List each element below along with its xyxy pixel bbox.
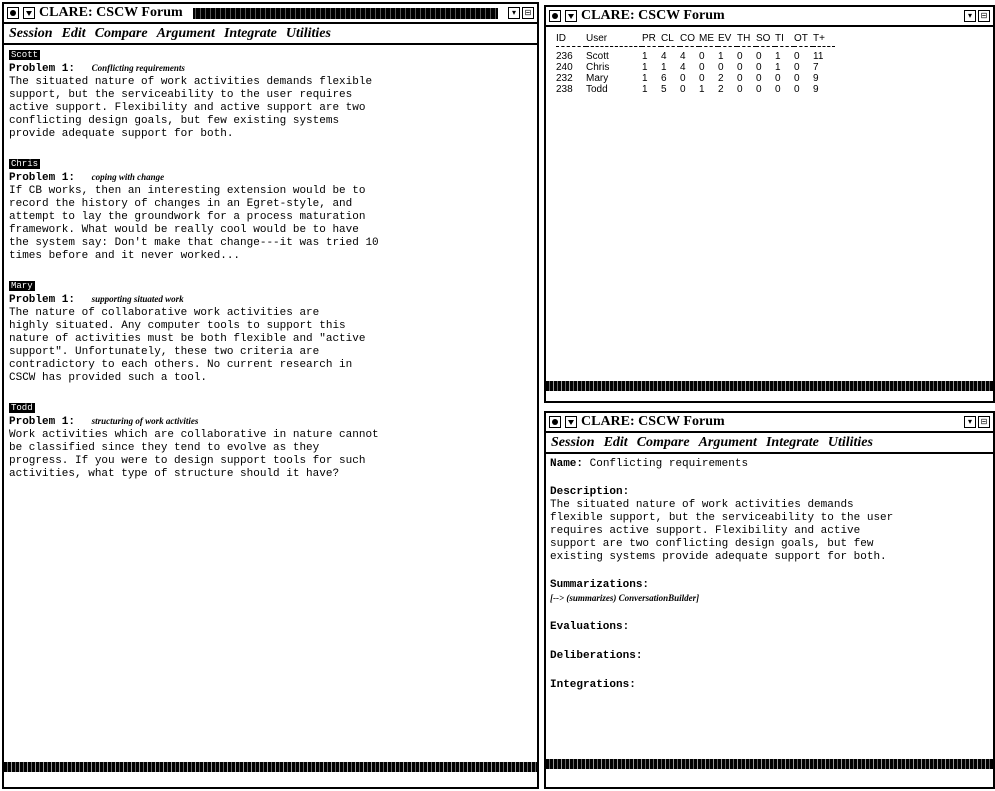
col-ot: OT [794, 33, 813, 47]
menu-argument[interactable]: Argument [698, 434, 757, 450]
cell-value: 0 [794, 84, 800, 95]
col-ti: TI [775, 33, 794, 47]
problem-entry[interactable] [9, 49, 532, 141]
col-ev: EV [718, 33, 737, 47]
cell-user: Mary [586, 73, 609, 84]
title-bar-stripe [193, 8, 498, 19]
cell-total: 9 [813, 73, 819, 84]
problem-label: Problem 1: [9, 416, 76, 428]
col-total: T+ [813, 33, 835, 47]
cell-value: 1 [718, 51, 724, 62]
table-row[interactable] [556, 47, 835, 63]
menu-compare[interactable]: Compare [636, 434, 690, 450]
deliberations-label: Deliberations: [550, 650, 643, 662]
cell-id: 232 [556, 73, 573, 84]
menu-integrate[interactable]: Integrate [765, 434, 819, 450]
cell-total: 9 [813, 84, 819, 95]
table-row[interactable] [556, 84, 835, 95]
col-id: ID [556, 33, 586, 47]
cell-value: 0 [756, 73, 762, 84]
problem-entry[interactable] [9, 280, 532, 385]
detail-menu-bar [546, 433, 993, 454]
cell-user: Scott [586, 51, 609, 62]
name-section [550, 458, 989, 471]
deliberations-section [550, 650, 989, 663]
window-menu-icon[interactable] [565, 416, 577, 428]
left-menu-bar [4, 24, 537, 45]
cell-value: 4 [661, 51, 667, 62]
cell-id: 240 [556, 62, 573, 73]
problem-title[interactable]: structuring of work activities [91, 416, 199, 426]
window-shrink-icon[interactable]: ▾ [964, 10, 976, 22]
cell-value: 4 [680, 62, 686, 73]
window-title: CLARE: CSCW Forum [581, 414, 725, 429]
col-cl: CL [661, 33, 680, 47]
user-tag: Chris [11, 159, 39, 169]
stats-status-bar [546, 381, 993, 391]
cell-value: 0 [794, 51, 800, 62]
cell-value: 1 [699, 84, 705, 95]
cell-value: 0 [794, 73, 800, 84]
evaluations-label: Evaluations: [550, 621, 630, 633]
cell-value: 0 [756, 62, 762, 73]
problem-label: Problem 1: [9, 172, 76, 184]
left-status-bar [4, 762, 537, 772]
summarizations-link[interactable]: [--> (summarizes) ConversationBuilder] [550, 593, 700, 603]
cell-value: 1 [775, 62, 781, 73]
window-menu-icon[interactable] [565, 10, 577, 22]
window-menu-icon[interactable] [23, 7, 35, 19]
col-pr: PR [642, 33, 661, 47]
cell-user: Todd [586, 84, 608, 95]
cell-value: 1 [642, 84, 648, 95]
user-tag: Todd [11, 403, 33, 413]
problem-title[interactable]: Conflicting requirements [91, 63, 185, 73]
problem-text: The situated nature of work activities demands flexible support, but the serviceability to the user requires active support. Flexibility and active support are two conflicting design goals, but few existing systems provide adequate support for both. [9, 76, 373, 140]
cell-value: 2 [718, 73, 724, 84]
window-shrink-icon[interactable]: ▾ [508, 7, 520, 19]
user-tag: Mary [11, 281, 33, 291]
stats-window [544, 5, 995, 403]
problem-detail [546, 454, 993, 706]
cell-value: 0 [680, 84, 686, 95]
window-close-icon[interactable] [549, 10, 561, 22]
window-shrink-icon[interactable]: ▾ [964, 416, 976, 428]
integrations-section [550, 679, 989, 692]
participation-table [556, 33, 835, 95]
summarizations-label: Summarizations: [550, 579, 650, 591]
description-label: Description: [550, 486, 630, 498]
col-so: SO [756, 33, 775, 47]
problem-text: Work activities which are collaborative in nature cannot be classified since they tend to evolve as they progress. If you were to design support tools for such activities, what type of structure should it have? [9, 429, 379, 480]
menu-utilities[interactable]: Utilities [827, 434, 873, 450]
cell-value: 1 [661, 62, 667, 73]
cell-value: 1 [642, 73, 648, 84]
cell-total: 7 [813, 62, 819, 73]
window-title: CLARE: CSCW Forum [581, 8, 725, 23]
cell-total: 11 [813, 51, 824, 62]
cell-value: 0 [737, 84, 743, 95]
table-row[interactable] [556, 73, 835, 84]
description-section [550, 486, 989, 564]
cell-value: 0 [737, 62, 743, 73]
cell-value: 1 [642, 62, 648, 73]
problem-label: Problem 1: [9, 294, 76, 306]
left-forum-window [2, 2, 539, 789]
cell-value: 0 [699, 62, 705, 73]
window-title: CLARE: CSCW Forum [39, 5, 183, 20]
menu-edit[interactable]: Edit [61, 25, 86, 41]
col-th: TH [737, 33, 756, 47]
cell-value: 0 [775, 73, 781, 84]
cell-id: 236 [556, 51, 573, 62]
menu-edit[interactable]: Edit [603, 434, 628, 450]
window-resize-icon[interactable]: ⊟ [522, 7, 534, 19]
evaluations-section [550, 621, 989, 634]
summarizations-section [550, 579, 989, 605]
menu-utilities[interactable]: Utilities [285, 25, 331, 41]
user-tag: Scott [11, 50, 39, 60]
name-value: Conflicting requirements [589, 458, 749, 470]
cell-value: 0 [699, 73, 705, 84]
menu-integrate[interactable]: Integrate [223, 25, 277, 41]
detail-title-bar[interactable] [546, 413, 993, 433]
menu-session[interactable]: Session [551, 434, 595, 450]
cell-value: 0 [718, 62, 724, 73]
detail-status-bar [546, 759, 993, 769]
cell-value: 0 [775, 84, 781, 95]
menu-argument[interactable]: Argument [156, 25, 215, 41]
cell-value: 1 [642, 51, 648, 62]
cell-value: 5 [661, 84, 667, 95]
description-text: The situated nature of work activities demands flexible support, but the serviceability to the user requires active support. Flexibility and active support are two conflicting design goals, but few existing systems provide adequate support for both. [550, 499, 894, 563]
problem-text: If CB works, then an interesting extension would be to record the history of changes in an Egret-style, and attempt to lay the groundwork for a process maturation framework. What would be really cool would be to have the system say: Don't make that change---it was tried 10 times before and it never worked... [9, 185, 379, 262]
detail-window [544, 411, 995, 789]
cell-value: 0 [737, 73, 743, 84]
problem-label: Problem 1: [9, 63, 76, 75]
left-title-bar[interactable] [4, 4, 537, 24]
cell-value: 6 [661, 73, 667, 84]
problem-list [4, 45, 537, 502]
window-close-icon[interactable] [7, 7, 19, 19]
cell-value: 0 [680, 73, 686, 84]
menu-session[interactable]: Session [9, 25, 53, 41]
cell-value: 2 [718, 84, 724, 95]
problem-entry[interactable] [9, 158, 532, 263]
cell-user: Chris [586, 62, 610, 73]
menu-compare[interactable]: Compare [94, 25, 148, 41]
problem-title[interactable]: coping with change [91, 172, 165, 182]
problem-entry[interactable] [9, 402, 532, 481]
cell-value: 0 [756, 84, 762, 95]
window-resize-icon[interactable]: ⊟ [978, 10, 990, 22]
table-header-row [556, 33, 835, 47]
col-user: User [586, 33, 642, 47]
cell-value: 0 [756, 51, 762, 62]
stats-title-bar[interactable] [546, 7, 993, 27]
cell-value: 1 [775, 51, 781, 62]
cell-value: 0 [737, 51, 743, 62]
integrations-label: Integrations: [550, 679, 636, 691]
window-close-icon[interactable] [549, 416, 561, 428]
table-row[interactable] [556, 62, 835, 73]
cell-id: 238 [556, 84, 573, 95]
cell-value: 0 [699, 51, 705, 62]
problem-text: The nature of collaborative work activities are highly situated. Any computer tools to support this nature of activities must be both flexible and "active support". Unfortunately, these two criteria are contradictory to each others. No current research in CSCW has provided such a tool. [9, 307, 366, 384]
window-resize-icon[interactable]: ⊟ [978, 416, 990, 428]
name-label: Name: [550, 458, 584, 470]
cell-value: 0 [794, 62, 800, 73]
cell-value: 4 [680, 51, 686, 62]
col-co: CO [680, 33, 699, 47]
col-me: ME [699, 33, 718, 47]
problem-title[interactable]: supporting situated work [91, 294, 184, 304]
